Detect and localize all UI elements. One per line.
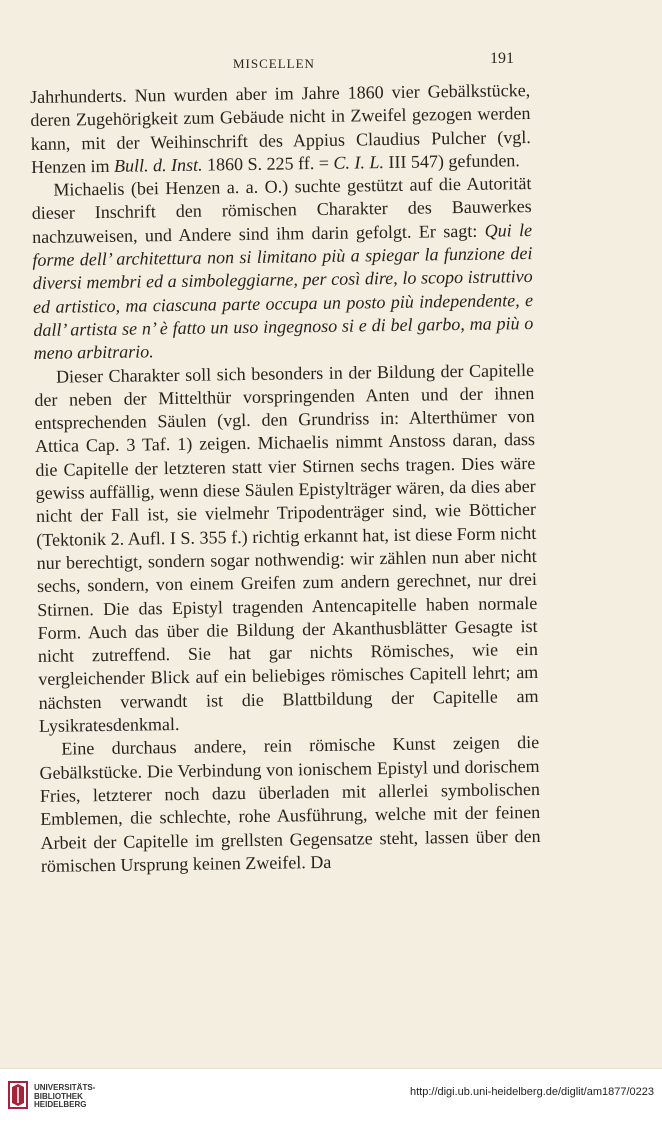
text-run: Jahrhunderts. Nun wurden aber im Jahre 1860 vier Gebälkstücke, deren Zugehörigkeit zum Gebäude nicht in Zweifel gezogen werden kann, mit der Weihinschrift des Appius Claudius Pulcher (vgl. Henzen im (30, 80, 531, 177)
source-url-link[interactable]: http://digi.ub.uni-heidelberg.de/diglit/am1877/0223 (409, 1086, 654, 1098)
text-run: Michaelis (bei Henzen a. a. O.) suchte gestützt auf die Autorität dieser Inschrift den römischen Charakter des Bauwerkes nachzuweisen, und Andere sind ihm darin gefolgt. Er sagt: (31, 173, 532, 247)
institution-name (34, 1084, 95, 1110)
italic-citation: C. I. L. (333, 151, 385, 173)
page-number: 191 (490, 50, 514, 67)
paragraph-3: Dieser Charakter soll sich besonders in der Bildung der Capitelle der neben der Mittelthür vorspringenden Anten und der ihnen entsprechenden Säulen (vgl. den Grundriss in: Alterthümer von Attica Cap. 3 Taf. 1) zeigen. Michaelis nimmt Anstoss daran, dass die Capitelle der letzteren statt vier Stirnen sechs tragen. Dies wäre gewiss auffällig, wenn diese Säulen Epistylträger wären, da dies aber nicht der Fall ist, sie vielmehr Tripodenträger sind, wie Bötticher (Tektonik 2. Aufl. I S. 355 f.) richtig erkannt hat, ist diese Form nicht nur berechtigt, sondern sogar nothwendig: wir zählen nun aber nicht sechs, sondern, von einem Greifen zum andern gerechnet, nur drei Stirnen. Die das Epistyl tragenden Antencapitelle haben normale Form. Auch das über die Bildung der Akanthusblätter Gesagte ist nicht zutreffend. Sie hat gar nichts Römisches, wie ein vergleichender Blick auf ein beliebiges römisches Capitell lehrt; am nächsten verwandt ist die Blattbildung der Capitelle am Lysikratesdenkmal. (34, 359, 539, 736)
italian-quotation: Qui le forme dell’ architettura non si limitano più a spiegar la funzione dei diversi membri ed a simboleggiarne, per così dire, lo scopo istruttivo ed artistico, ma ciascuna parte occupa un posto più independente, e dall’ artista se n’ è fatto un uso ingegnoso si e di bel garbo, ma più o meno arbitrario. (32, 219, 534, 364)
paragraph-2 (31, 172, 534, 365)
digitization-footer (0, 1068, 662, 1122)
page-header (0, 48, 662, 74)
paragraph-1 (30, 79, 531, 179)
institution-line: HEIDELBERG (34, 1100, 87, 1110)
text-run: 1860 S. 225 ff. = (202, 152, 334, 175)
institution-line: BIBLIOTHEK (34, 1091, 83, 1101)
paragraph-4: Eine durchaus andere, rein römische Kunst zeigen die Gebälkstücke. Die Verbindung von ionischem Epistyl und dorischem Fries, letzterer noch dazu überladen mit allerlei symbolischen Emblemen, die schlechte, rohe Ausführung, welche mit der feinen Arbeit der Capitelle im grellsten Gegensatze steht, lassen über den römischen Ursprung keinen Zweifel. Da (39, 732, 541, 876)
body-text (30, 79, 541, 878)
university-library-logo-icon (8, 1081, 28, 1109)
italic-citation: Bull. d. Inst. (113, 154, 203, 176)
text-run: III 547) gefunden. (383, 150, 520, 172)
running-title: MISCELLEN (233, 56, 315, 71)
institution-line: UNIVERSITÄTS- (34, 1083, 96, 1092)
